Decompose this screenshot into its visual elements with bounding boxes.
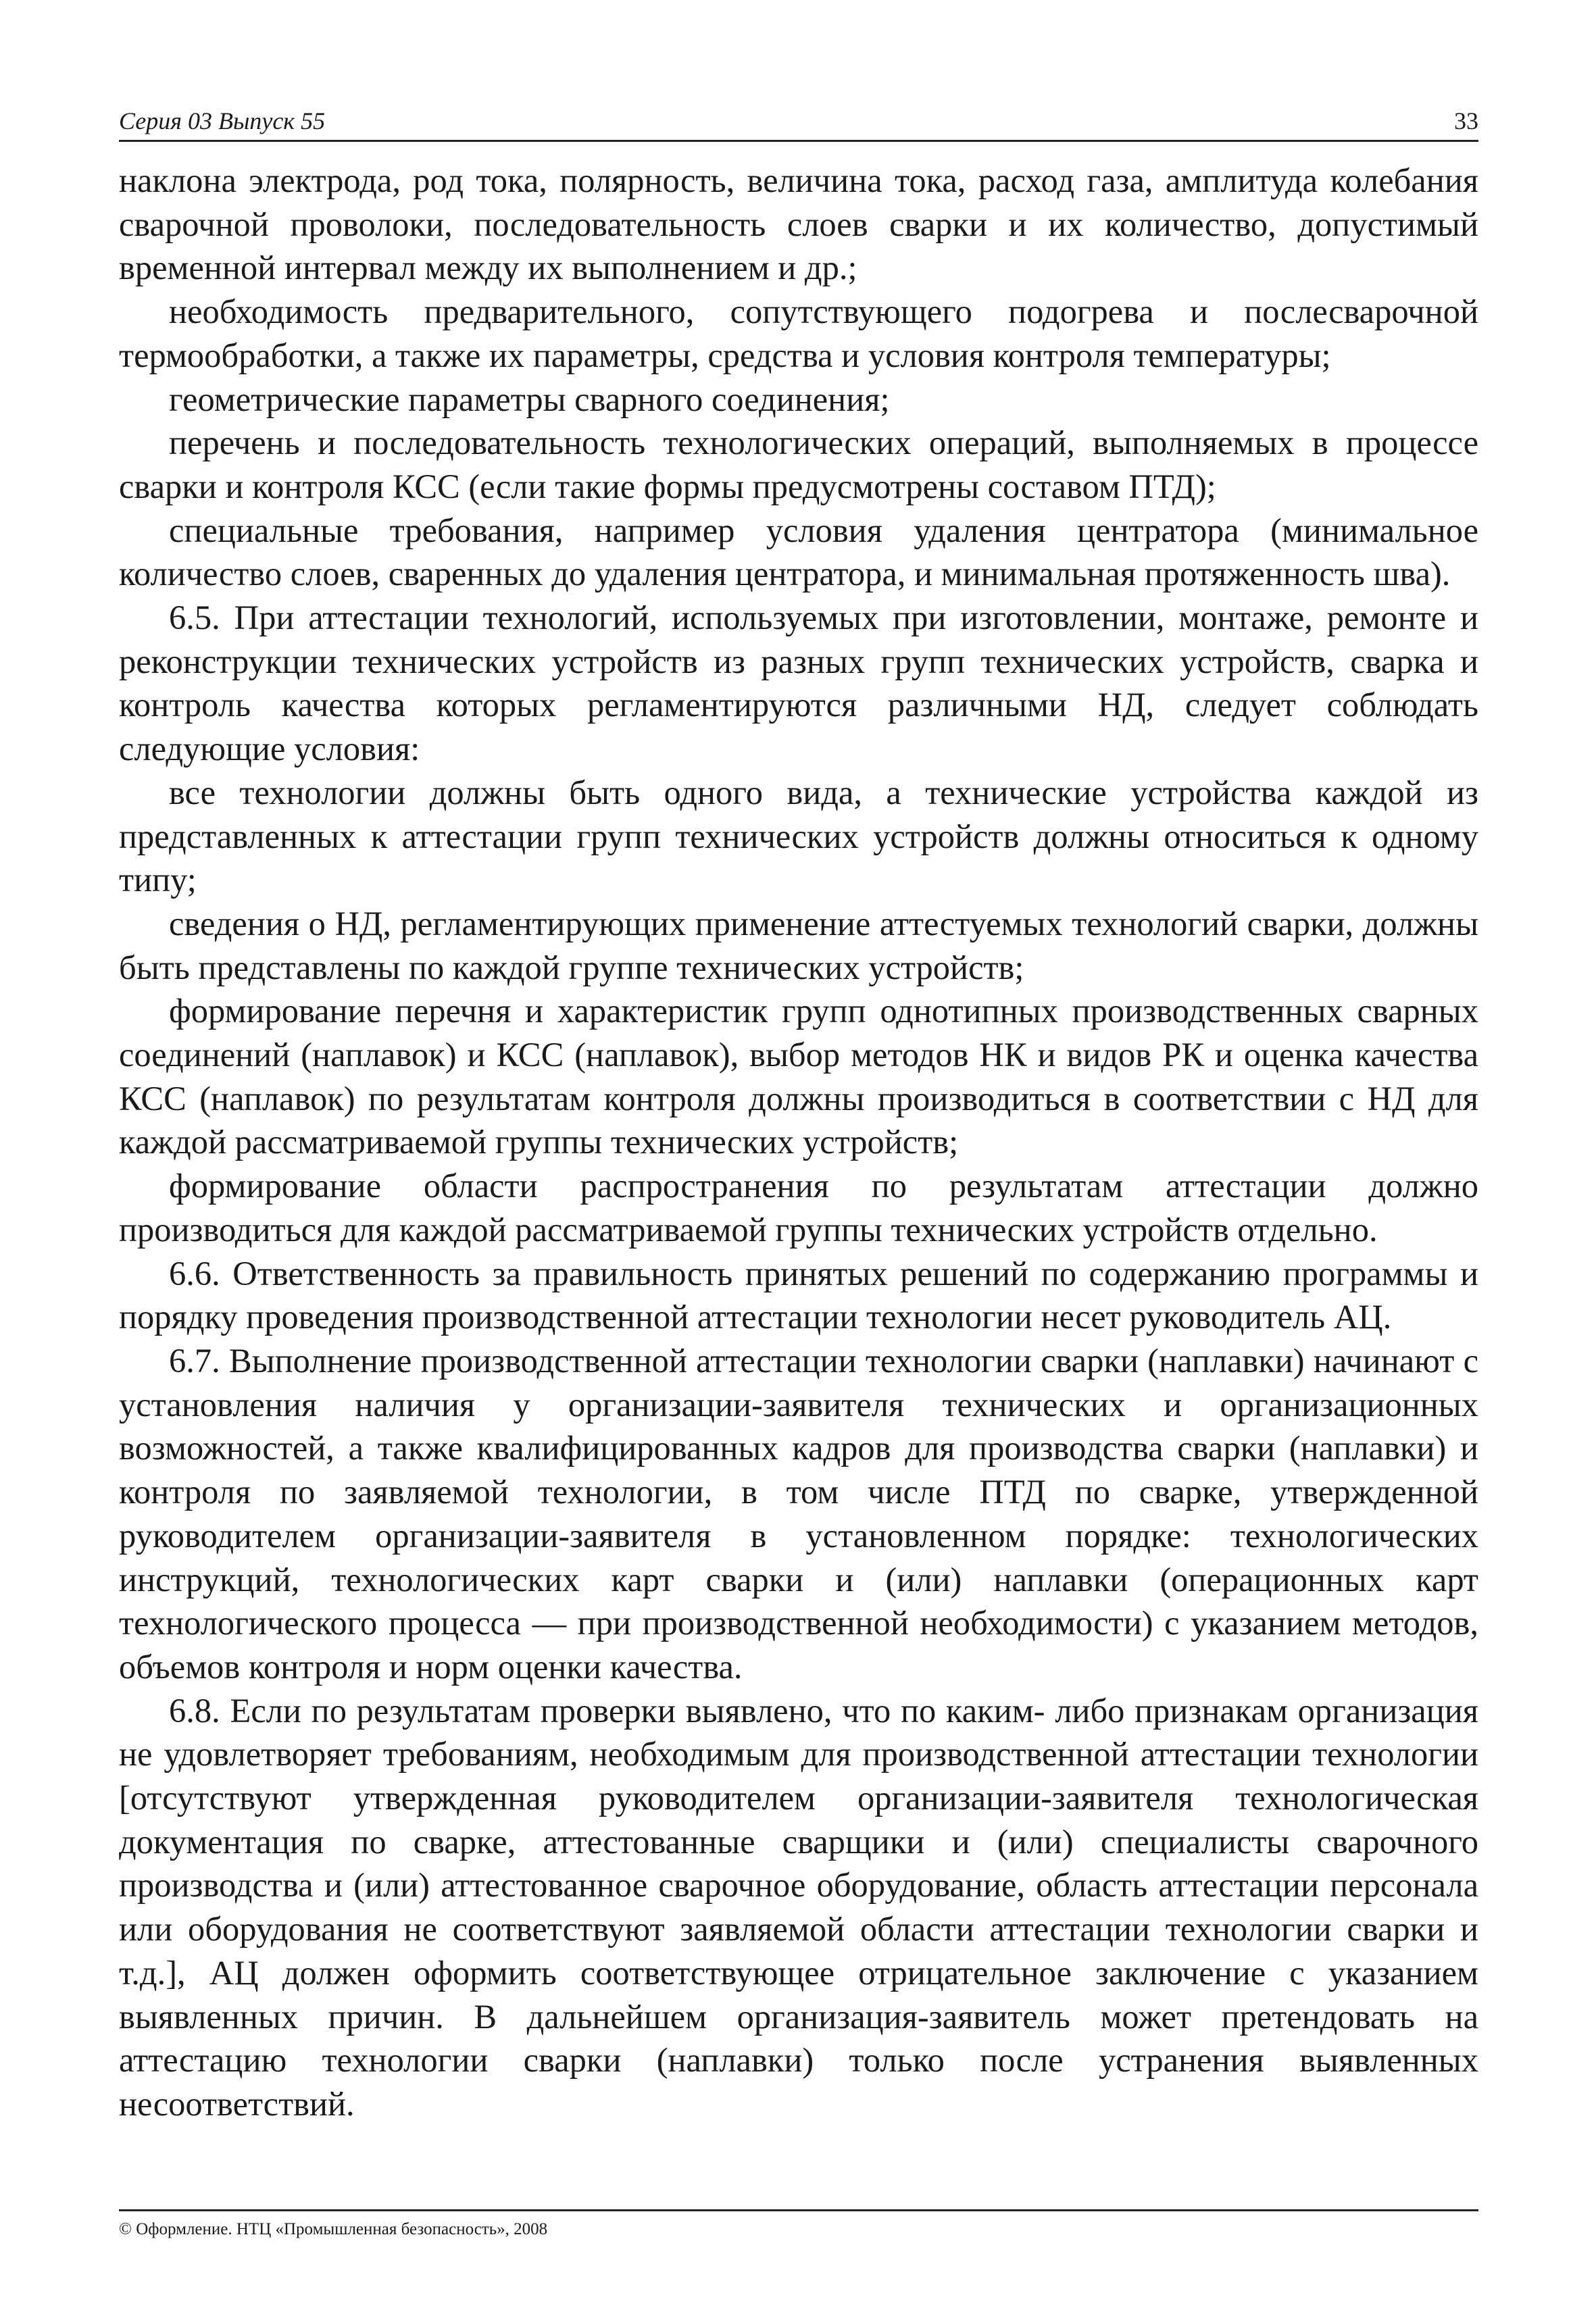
page-number: 33 (1454, 107, 1478, 134)
paragraph: 6.8. Если по результатам проверки выявлено, что по каким- либо признакам организация не удовлетворяет требованиям, необходимым для производственной аттестации технологии [отсутствуют утвержденная руководителем организации-заявителя технологическая документация по сварке, аттестованные сварщики и (или) специалисты сварочного производства и (или) аттестованное сварочное оборудование, область аттестации персонала или оборудования не соответствуют заявляемой области аттестации технологии сварки и т.д.], АЦ должен оформить соответствующее отрицательное заключение с указанием выявленных причин. В дальнейшем организация-заявитель может претендовать на аттестацию технологии сварки (наплавки) только после устранения выявленных несоответствий. (119, 1691, 1478, 2123)
paragraph: необходимость предварительного, сопутствующего подогрева и послесварочной термообработки, а также их параметры, средства и условия контроля температуры; (119, 293, 1478, 374)
page-footer (119, 2209, 1478, 2241)
paragraph: все технологии должны быть одного вида, а технические устройства каждой из представленных к аттестации групп технических устройств должны относиться к одному типу; (119, 773, 1478, 899)
running-header (119, 101, 1478, 142)
paragraph: наклона электрода, род тока, полярность, величина тока, расход газа, амплитуда колебания сварочной проволоки, последовательность слоев сварки и их количество, допустимый временной интервал между их выполнением и др.; (119, 161, 1478, 287)
paragraph: 6.6. Ответственность за правильность принятых решений по содержанию программы и порядку проведения производственной аттестации технологии несет руководитель АЦ. (119, 1254, 1478, 1336)
paragraph: формирование области распространения по результатам аттестации должно производиться для каждой рассматриваемой группы технических устройств отдельно. (119, 1167, 1478, 1249)
paragraph: перечень и последовательность технологических операций, выполняемых в процессе сварки и контроля КСС (если такие формы предусмотрены составом ПТД); (119, 424, 1478, 505)
copyright-note: © Оформление. НТЦ «Промышленная безопасность», 2008 (119, 2220, 548, 2238)
paragraph: формирование перечня и характеристик групп однотипных производственных сварных соединений (наплавок) и КСС (наплавок), выбор методов НК и видов РК и оценка качества КСС (наплавок) по результатам контроля должны производиться в соответствии с НД для каждой рассматриваемой группы технических устройств; (119, 992, 1478, 1161)
paragraph: геометрические параметры сварного соединения; (169, 380, 890, 418)
paragraph: 6.5. При аттестации технологий, используемых при изготовлении, монтаже, ремонте и реконструкции технических устройств из разных групп технических устройств, сварка и контроль качества которых регламентируются различными НД, следует соблюдать следующие условия: (119, 599, 1478, 768)
body-text (119, 159, 1478, 2126)
paragraph: сведения о НД, регламентирующих применение аттестуемых технологий сварки, должны быть представлены по каждой группе технических устройств; (119, 904, 1478, 986)
paragraph: 6.7. Выполнение производственной аттестации технологии сварки (наплавки) начинают с установления наличия у организации-заявителя технических и организационных возможностей, а также квалифицированных кадров для производства сварки (наплавки) и контроля по заявляемой технологии, в том числе ПТД по сварке, утвержденной руководителем организации-заявителя в установленном порядке: технологических инструкций, технологических карт сварки и (или) наплавки (операционных карт технологического процесса — при производственной необходимости) с указанием методов, объемов контроля и норм оценки качества. (119, 1341, 1478, 1686)
series-title: Серия 03 Выпуск 55 (119, 107, 326, 134)
paragraph: специальные требования, например условия удаления центратора (минимальное количество слоев, сваренных до удаления центратора, и минимальная протяженность шва). (119, 511, 1478, 593)
